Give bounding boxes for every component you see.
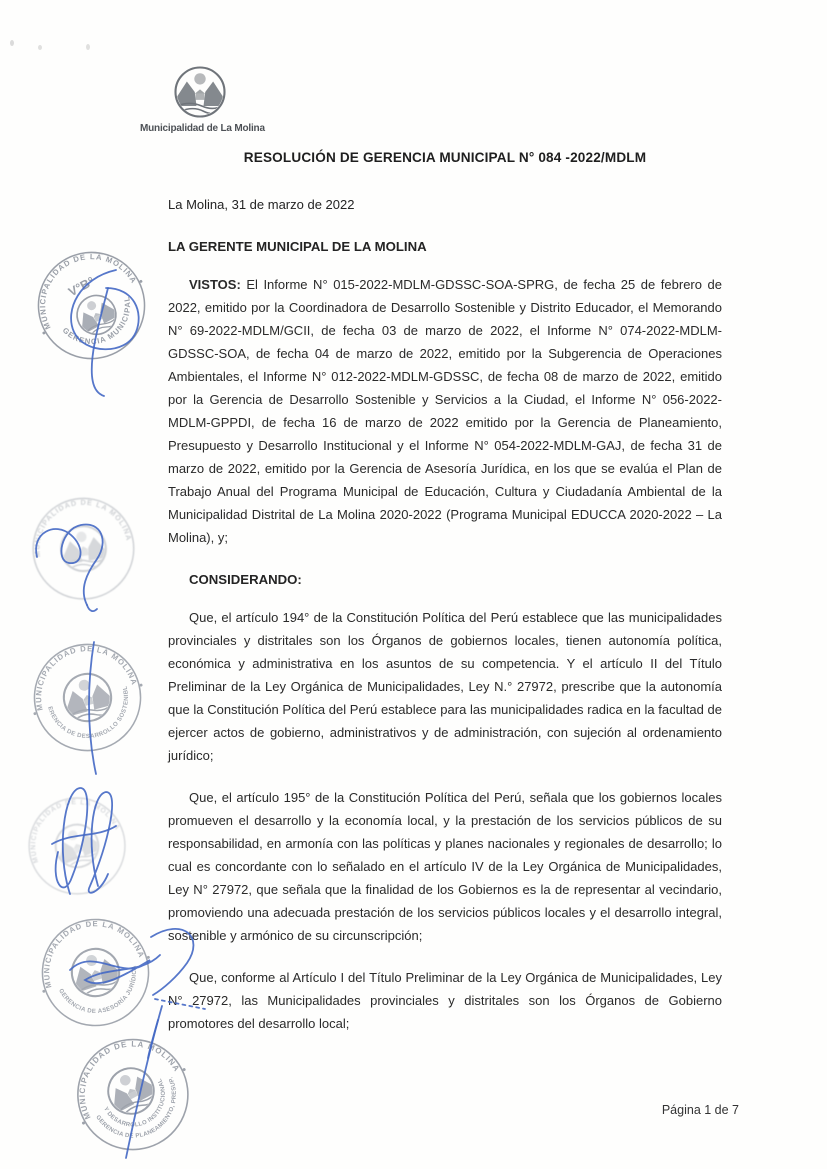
- resolution-title: RESOLUCIÓN DE GERENCIA MUNICIPAL N° 084 -2022/MDLM: [243, 150, 647, 165]
- scan-speck: [10, 40, 14, 46]
- municipality-logo-icon: [172, 64, 228, 120]
- scan-speck: [38, 45, 42, 50]
- svg-text:MUNICIPALIDAD DE LA MOLINA: MUNICIPALIDAD DE LA MOLINA: [32, 497, 134, 558]
- addressee-heading: LA GERENTE MUNICIPAL DE LA MOLINA: [168, 239, 427, 254]
- page-number: Página 1 de 7: [661, 1103, 739, 1117]
- letterhead: [140, 64, 265, 134]
- vistos-label: VISTOS:: [189, 277, 241, 292]
- svg-text:MUNICIPALIDAD DE LA MOLINA: MUNICIPALIDAD DE LA MOLINA: [34, 644, 140, 712]
- svg-text:MUNICIPALIDAD DE LA MOLINA: MUNICIPALIDAD DE LA MOLINA: [38, 252, 139, 331]
- signature-stroke: [42, 782, 132, 902]
- signature-stroke: [98, 1000, 178, 1165]
- scan-speck: [86, 44, 90, 50]
- vistos-text: El Informe N° 015-2022-MDLM-GDSSC-SOA-SPRG, de fecha 25 de febrero de 2022, emitido por la Coordinadora de Desarrollo Sostenible y Distrito Educador, el Memorando N° 69-2022-MDLM/GCII, de fecha 03 de marzo de 2022, el Informe N° 074-2022-MDLM-GDSSC-SOA, de fecha 04 de marzo de 2022, emitido por la Subgerencia de Operaciones Ambientales, el Informe N° 012-2022-MDLM-GDSSC, de fecha 08 de marzo de 2022, emitido por la Gerencia de Desarrollo Sostenible y Servicios a la Ciudad, el Informe N° 056-2022-MDLM-GPPDI, de fecha 16 de marzo de 2022 emitido por la Gerencia de Planeamiento, Presupuesto y Desarrollo Institucional y el Informe N° 054-2022-MDLM-GAJ, de fecha 31 de marzo de 2022, emitido por la Gerencia de Asesoría Jurídica, en los que se evalúa el Plan de Trabajo Anual del Programa Municipal de Educación, Cultura y Ciudadanía Ambiental de la Municipalidad Distrital de La Molina 2020-2022 (Programa Municipal EDUCCA 2020-2022 – La Molina), y;: [168, 277, 722, 545]
- considerando-paragraph-2: Que, el artículo 195° de la Constitución Política del Perú, señala que los gobiernos locales promueven el desarrollo y la economía local, y la prestación de los servicios públicos de su responsabilidad, en armonía con las políticas y planes nacionales y regionales de desarrollo; lo cual es concordante con lo señalado en el artículo IV de la Ley Orgánica de Municipalidades, Ley N° 27972, que señala que la finalidad de los Gobiernos es la de representar al vecindario, promoviendo una adecuada prestación de los servicios públicos locales y el desarrollo integral, sostenible y armónico de su circunscripción;: [168, 790, 722, 943]
- svg-text:GERENCIA DE DESARROLLO SOSTENI: GERENCIA DE DESARROLLO SOSTENIBLE: [1, 645, 131, 741]
- svg-text:MUNICIPALIDAD DE LA MOLINA: MUNICIPALIDAD DE LA MOLINA: [42, 919, 147, 990]
- signature-stroke: [78, 638, 108, 778]
- svg-text:GERENCIA DE PLANEAMIENTO, PRES: GERENCIA DE PLANEAMIENTO, PRESUP.: [94, 1075, 178, 1140]
- signature-stroke: [30, 248, 170, 398]
- signature-stroke: [25, 505, 145, 620]
- svg-text:MUNICIPALIDAD DE LA MOLINA: MUNICIPALIDAD DE LA MOLINA: [77, 1039, 182, 1121]
- svg-text:MUNICIPALIDAD DE LA MOLINA: MUNICIPALIDAD DE LA MOLINA: [30, 798, 121, 864]
- svg-text:GERENCIA DE ASESORÍA JURÍDICA: GERENCIA DE ASESORÍA JURÍDICA: [57, 964, 139, 1016]
- considerando-paragraph-3: Que, conforme al Artículo I del Título Preliminar de la Ley Orgánica de Municipalidades, Ley N° 27972, las Municipalidades provinciales y distritales son los Órganos de Gobierno promotores del desarrollo local;: [168, 970, 722, 1031]
- considerando-paragraph-1: Que, el artículo 194° de la Constitución Política del Perú establece que las municipalidades provinciales y distritales son los Órganos de gobiernos locales, tienen autonomía política, económica y administrativa en los asuntos de su competencia. Y el artículo II del Título Preliminar de la Ley Orgánica de Municipalidades, Ley N.° 27972, prescribe que la autonomía que la Constitución Política del Perú establece para las municipalidades radica en la facultad de ejercer actos de gobierno, administrativos y de administración, con sujeción al ordenamiento jurídico;: [168, 610, 722, 763]
- svg-text:V°B°: V°B°: [66, 274, 97, 300]
- considerando-heading: CONSIDERANDO:: [189, 572, 302, 587]
- svg-text:GERENCIA MUNICIPAL: GERENCIA MUNICIPAL: [60, 294, 133, 347]
- document-body: [168, 150, 722, 1035]
- dateline: La Molina, 31 de marzo de 2022: [168, 197, 355, 212]
- svg-text:Y DESARROLLO INSTITUCIONAL: Y DESARROLLO INSTITUCIONAL: [102, 1077, 167, 1129]
- municipality-logo-wordmark: Municipalidad de La Molina: [140, 123, 265, 134]
- vistos-paragraph: [168, 273, 722, 549]
